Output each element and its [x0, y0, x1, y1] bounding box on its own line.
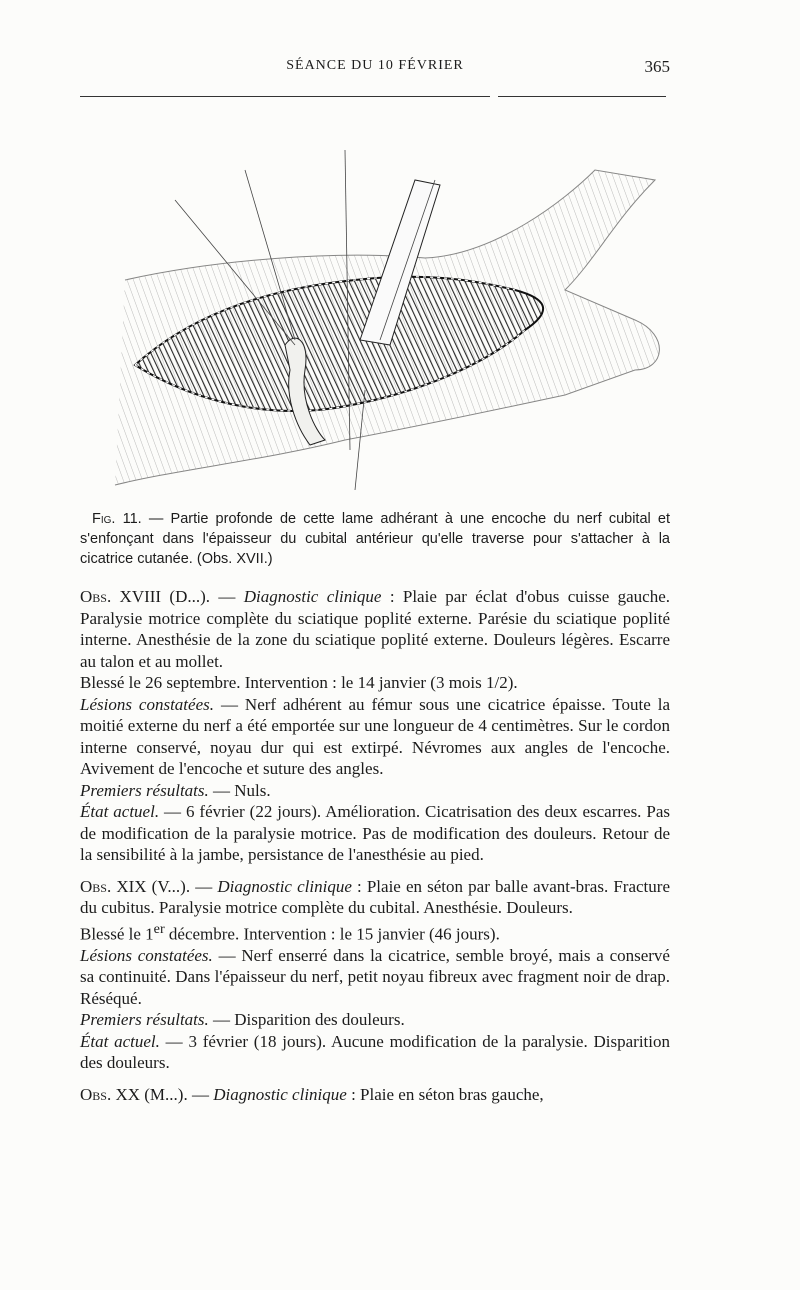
obs18-diag-label: Diagnostic clinique: [243, 587, 382, 606]
header-rule-right: [498, 96, 666, 97]
page-number: 365: [644, 57, 670, 76]
obs18-etat-label: État actuel.: [80, 802, 160, 821]
obs19-etat: [80, 1031, 670, 1074]
obs19-lesions-label: Lésions constatées.: [80, 945, 213, 965]
obs19-diag-text: : Plaie en séton par balle avant-bras. Fracture du cubitus. Paralysie motrice complète du cubital. Anesthésie. Douleurs.: [80, 876, 670, 917]
obs19-etat-label: État actuel.: [80, 1031, 160, 1051]
obs19-blesse: [80, 919, 670, 945]
obs20-head: Obs. XX (M...).: [80, 1084, 188, 1104]
obs20-diag-label: Diagnostic clinique: [213, 1084, 347, 1104]
obs20-diag-text: : Plaie en séton bras gauche,: [346, 1084, 544, 1104]
obs18-premiers: [80, 780, 670, 802]
obs19-premiers: [80, 1009, 670, 1031]
figure-caption: [80, 509, 670, 569]
obs19-blesse-sup: er: [153, 920, 165, 937]
obs19-etat-text: — 3 février (18 jours). Aucune modification de la paralysie. Disparition des douleurs.: [80, 1031, 670, 1073]
obs18-dash: —: [210, 587, 244, 606]
obs19-diag-label: Diagnostic clinique: [217, 876, 352, 896]
obs19-lesions-text: — Nerf enserré dans la cicatrice, semble broyé, mais a conservé sa continuité. Dans l'épaisseur du nerf, petit noyau fibreux avec fragment noir de drap. Réséqué.: [80, 945, 670, 1008]
obs19-diagnostic: [80, 876, 670, 919]
obs18-lesions: [80, 694, 670, 780]
page-body: [80, 586, 670, 1105]
obs18-blesse: Blessé le 26 septembre. Intervention : le 14 janvier (3 mois 1/2).: [80, 673, 518, 692]
obs19-premiers-text: — Disparition des douleurs.: [208, 1010, 405, 1030]
obs18-etat: [80, 801, 670, 866]
obs18-lesions-text: — Nerf adhérent au fémur sous une cicatrice épaisse. Toute la moitié externe du nerf a été emportée sur une longueur de 4 centimètres. Sur le cordon interne conservé, noyau dur qui est extirpé. Névromes aux angles de l'encoche. Avivement de l'encoche et suture des angles.: [80, 694, 670, 778]
running-title: SÉANCE DU 10 FÉVRIER: [286, 58, 464, 73]
obs18-etat-text: — 6 février (22 jours). Amélioration. Cicatrisation des deux escarres. Pas de modification de la paralysie motrice. Pas de modification des douleurs. Retour de la sensibilité à la jambe, persistance de l'anesthésie au pied.: [80, 802, 670, 864]
obs18-head: Obs. XVIII (D...).: [80, 587, 211, 606]
figure-caption-text: — Partie profonde de cette lame adhérant à une encoche du nerf cubital et s'enfonçant dans l'épaisseur du cubital antérieur qu'elle traverse pour s'attacher à la cicatrice cutanée. (Obs. XVII.): [80, 511, 670, 567]
obs20-diagnostic: [80, 1084, 670, 1106]
obs19-premiers-label: Premiers résultats.: [80, 1010, 209, 1030]
obs18-premiers-text: — Nuls.: [208, 780, 271, 800]
obs19-blesse-pre: Blessé le 1: [80, 924, 154, 944]
obs18-premiers-label: Premiers résultats.: [80, 780, 209, 800]
header-rule-left: [80, 96, 490, 97]
obs19-dash: —: [190, 876, 218, 896]
obs19-lesions: [80, 945, 670, 1010]
obs19-head: Obs. XIX (V...).: [80, 876, 191, 896]
obs18-diag-text: : Plaie par éclat d'obus cuisse gauche. Paralysie motrice complète du sciatique poplité externe. Parésie du sciatique poplité interne. Anesthésie de la zone du sciatique poplité externe. Douleurs légères. Escarre au talon et au mollet.: [80, 587, 671, 671]
surgical-illustration: [95, 140, 670, 500]
obs20-dash: —: [187, 1084, 214, 1104]
page-header: [80, 58, 670, 82]
obs19-blesse-post: décembre. Intervention : le 15 janvier (46 jours).: [164, 924, 500, 944]
obs18-lesions-label: Lésions constatées.: [80, 694, 214, 714]
obs18-diagnostic: [80, 586, 670, 672]
figure-label: Fig. 11.: [92, 511, 142, 527]
